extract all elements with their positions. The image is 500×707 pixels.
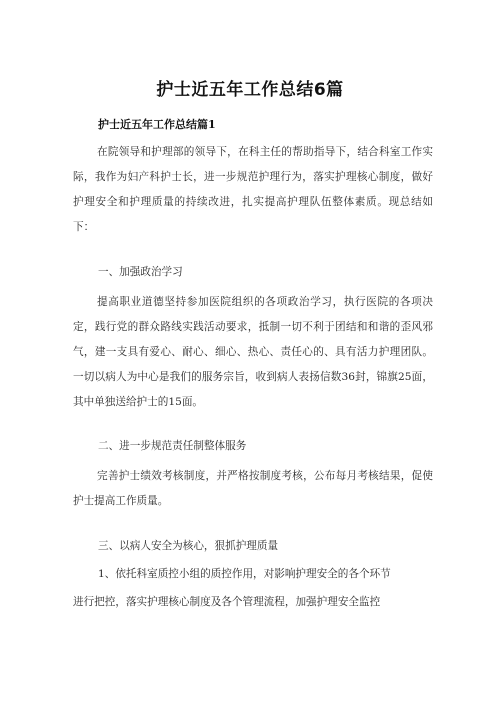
- intro-paragraph: 在院领导和护理部的领导下，在科主任的帮助指导下，结合科室工作实际，我作为妇产科护士长，进一步规范护理行为，落实护理核心制度，做好护理安全和护理质量的持续改进，扎实提高护理队伍整体素质。现总结如下：: [73, 146, 433, 233]
- section-subtitle: 护士近五年工作总结篇1: [98, 118, 216, 131]
- document-title: 护士近五年工作总结6篇: [156, 80, 344, 100]
- section3-line-1: 1、依托科室质控小组的质控作用，对影响护理安全的各个环节: [98, 568, 391, 580]
- section3-line-2: 进行把控，落实护理核心制度及各个管理流程，加强护理安全监控: [73, 596, 381, 608]
- section2-heading: 二、进一步规范责任制整体服务: [98, 440, 247, 452]
- section3-heading: 三、以病人安全为核心，狠抓护理质量: [98, 540, 279, 552]
- section2-paragraph: 完善护士绩效考核制度，并严格按制度考核，公布每月考核结果，促使护士提高工作质量。: [73, 470, 433, 507]
- section1-paragraph: 提高职业道德坚持参加医院组织的各项政治学习，执行医院的各项决定，践行党的群众路线实践活动要求，抵制一切不利于团结和和谐的歪风邪气，建一支具有爱心、耐心、细心、热心、责任心的、具有活力护理团队。一切以病人为中心是我们的服务宗旨，收到病人表扬信数36封，锦旗25面，其中单独送给护士的15面。: [73, 296, 433, 408]
- section1-heading: 一、加强政治学习: [98, 266, 183, 278]
